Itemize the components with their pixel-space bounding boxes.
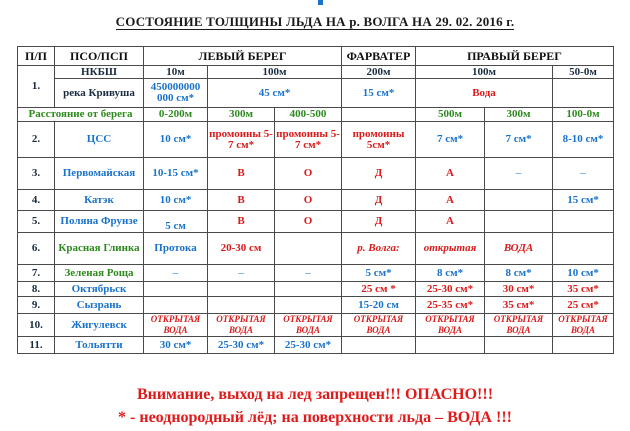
ice-value: 20-30 см <box>208 233 275 265</box>
header-pso: ПСО/ПСП <box>55 47 144 66</box>
ice-value: 5 см <box>144 211 208 233</box>
ice-value: О <box>275 211 342 233</box>
open-water-value: ОТКРЫТАЯ ВОДА <box>208 314 275 337</box>
ice-value: 10 см* <box>553 265 614 282</box>
ice-value: 25-30 см* <box>275 337 342 354</box>
station-name: Зеленая Роща <box>55 265 144 282</box>
row1-values <box>18 79 614 108</box>
empty-cell <box>144 297 208 314</box>
page-title: СОСТОЯНИЕ ТОЛЩИНЫ ЛЬДА НА р. ВОЛГА НА 29. 02. 2016 г. <box>115 14 515 29</box>
warning-banner: Внимание, выход на лед запрещен!!! ОПАСНО!!! <box>136 386 494 403</box>
empty-cell <box>275 233 342 265</box>
ice-value: промоины 5-7 см* <box>275 122 342 158</box>
table-row <box>18 265 614 282</box>
ice-value: р. Волга: <box>342 233 416 265</box>
ice-value: Д <box>342 158 416 190</box>
row-number: 8. <box>18 282 55 297</box>
ice-value: В <box>208 190 275 211</box>
ice-value: ВОДА <box>485 233 553 265</box>
empty-cell <box>416 337 485 354</box>
station-name-sub: река Кривуша <box>55 79 144 108</box>
distance-value: 100-0м <box>553 108 614 122</box>
distance-value: 300м <box>485 108 553 122</box>
distance-value: 0-200м <box>144 108 208 122</box>
distance-sub: 50-0м <box>553 66 614 79</box>
ice-value: 8 см* <box>485 265 553 282</box>
station-name: Тольятти <box>55 337 144 354</box>
ice-value: 7 см* <box>416 122 485 158</box>
distance-sub: 100м <box>416 66 553 79</box>
table-row <box>18 190 614 211</box>
empty-cell <box>275 297 342 314</box>
station-name: Октябрьск <box>55 282 144 297</box>
distance-sub: 100м <box>208 66 342 79</box>
ice-value: О <box>275 190 342 211</box>
empty-cell <box>342 108 416 122</box>
row-number: 11. <box>18 337 55 354</box>
header-right-bank: ПРАВЫЙ БЕРЕГ <box>416 47 614 66</box>
row-number: 3. <box>18 158 55 190</box>
station-name: НКБШ <box>55 66 144 79</box>
header-pp: П/П <box>18 47 55 66</box>
ice-value: – <box>144 265 208 282</box>
ice-value: А <box>416 158 485 190</box>
station-name: Поляна Фрунзе <box>55 211 144 233</box>
empty-cell <box>553 233 614 265</box>
ice-value: Протока <box>144 233 208 265</box>
ice-value: 10 см* <box>144 122 208 158</box>
table-row <box>18 233 614 265</box>
open-water-value: ОТКРЫТАЯ ВОДА <box>144 314 208 337</box>
distance-row <box>18 108 614 122</box>
ice-value: 25-30 см* <box>208 337 275 354</box>
distance-sub: 200м <box>342 66 416 79</box>
distance-sub: 10м <box>144 66 208 79</box>
ice-value: 450000000 000 см* <box>144 79 208 108</box>
row-number: 2. <box>18 122 55 158</box>
station-name: ЦСС <box>55 122 144 158</box>
row1-sub <box>18 66 614 79</box>
table-row <box>18 337 614 354</box>
empty-cell <box>208 297 275 314</box>
ice-value: 35 см* <box>553 282 614 297</box>
ice-value: 15 см* <box>342 79 416 108</box>
empty-cell <box>553 79 614 108</box>
ice-value: открытая <box>416 233 485 265</box>
ice-value: – <box>208 265 275 282</box>
row-number: 5. <box>18 211 55 233</box>
table-row <box>18 297 614 314</box>
warning-footnote: * - неоднородный лёд; на поверхности льда – ВОДА !!! <box>118 409 512 426</box>
table-row <box>18 158 614 190</box>
ice-value: 8 см* <box>416 265 485 282</box>
empty-cell <box>342 337 416 354</box>
ice-value: 25-35 см* <box>416 297 485 314</box>
open-water-value: ОТКРЫТАЯ ВОДА <box>553 314 614 337</box>
table-row <box>18 122 614 158</box>
top-edge-mark <box>318 0 323 5</box>
row-number: 1. <box>18 66 55 108</box>
ice-value: 10 см* <box>144 190 208 211</box>
ice-value: 15-20 см <box>342 297 416 314</box>
row-number: 4. <box>18 190 55 211</box>
ice-value: 25 см * <box>342 282 416 297</box>
row-number: 6. <box>18 233 55 265</box>
ice-value: В <box>208 211 275 233</box>
ice-value: 30 см* <box>144 337 208 354</box>
ice-value: – <box>553 158 614 190</box>
ice-value: 8-10 см* <box>553 122 614 158</box>
ice-value: 15 см* <box>553 190 614 211</box>
station-name: Катэк <box>55 190 144 211</box>
ice-value: В <box>208 158 275 190</box>
ice-value: промоины 5-7 см* <box>208 122 275 158</box>
station-name: Жигулевск <box>55 314 144 337</box>
station-name: Первомайская <box>55 158 144 190</box>
table-row <box>18 211 614 233</box>
ice-value: О <box>275 158 342 190</box>
ice-value: Д <box>342 190 416 211</box>
distance-value: 400-500 <box>275 108 342 122</box>
ice-value: 45 см* <box>208 79 342 108</box>
ice-value: – <box>485 158 553 190</box>
ice-value: 5 см* <box>342 265 416 282</box>
open-water-value: ОТКРЫТАЯ ВОДА <box>485 314 553 337</box>
ice-thickness-table <box>17 46 614 354</box>
station-name: Сызрань <box>55 297 144 314</box>
ice-value: Д <box>342 211 416 233</box>
ice-value: 7 см* <box>485 122 553 158</box>
open-water-value: ОТКРЫТАЯ ВОДА <box>275 314 342 337</box>
ice-value: 35 см* <box>485 297 553 314</box>
row-number: 9. <box>18 297 55 314</box>
header-row <box>18 47 614 66</box>
empty-cell <box>144 282 208 297</box>
ice-value: – <box>275 265 342 282</box>
row-number: 7. <box>18 265 55 282</box>
ice-value: промоины 5см* <box>342 122 416 158</box>
table-row <box>18 314 614 337</box>
ice-value: 25-30 см* <box>416 282 485 297</box>
ice-value: А <box>416 211 485 233</box>
distance-value: 300м <box>208 108 275 122</box>
header-fairway: ФАРВАТЕР <box>342 47 416 66</box>
empty-cell <box>553 211 614 233</box>
row-number: 10. <box>18 314 55 337</box>
open-water-value: ОТКРЫТАЯ ВОДА <box>416 314 485 337</box>
ice-value: А <box>416 190 485 211</box>
station-name: Красная Глинка <box>55 233 144 265</box>
open-water-value: ОТКРЫТАЯ ВОДА <box>342 314 416 337</box>
header-left-bank: ЛЕВЫЙ БЕРЕГ <box>144 47 342 66</box>
ice-value: 30 см* <box>485 282 553 297</box>
table-row <box>18 282 614 297</box>
distance-value: 500м <box>416 108 485 122</box>
ice-value: Вода <box>416 79 553 108</box>
empty-cell <box>485 337 553 354</box>
empty-cell <box>208 282 275 297</box>
empty-cell <box>275 282 342 297</box>
ice-value: 10-15 см* <box>144 158 208 190</box>
empty-cell <box>553 337 614 354</box>
ice-value: 25 см* <box>553 297 614 314</box>
empty-cell <box>485 211 553 233</box>
empty-cell <box>485 190 553 211</box>
distance-label: Расстояние от берега <box>18 108 144 122</box>
